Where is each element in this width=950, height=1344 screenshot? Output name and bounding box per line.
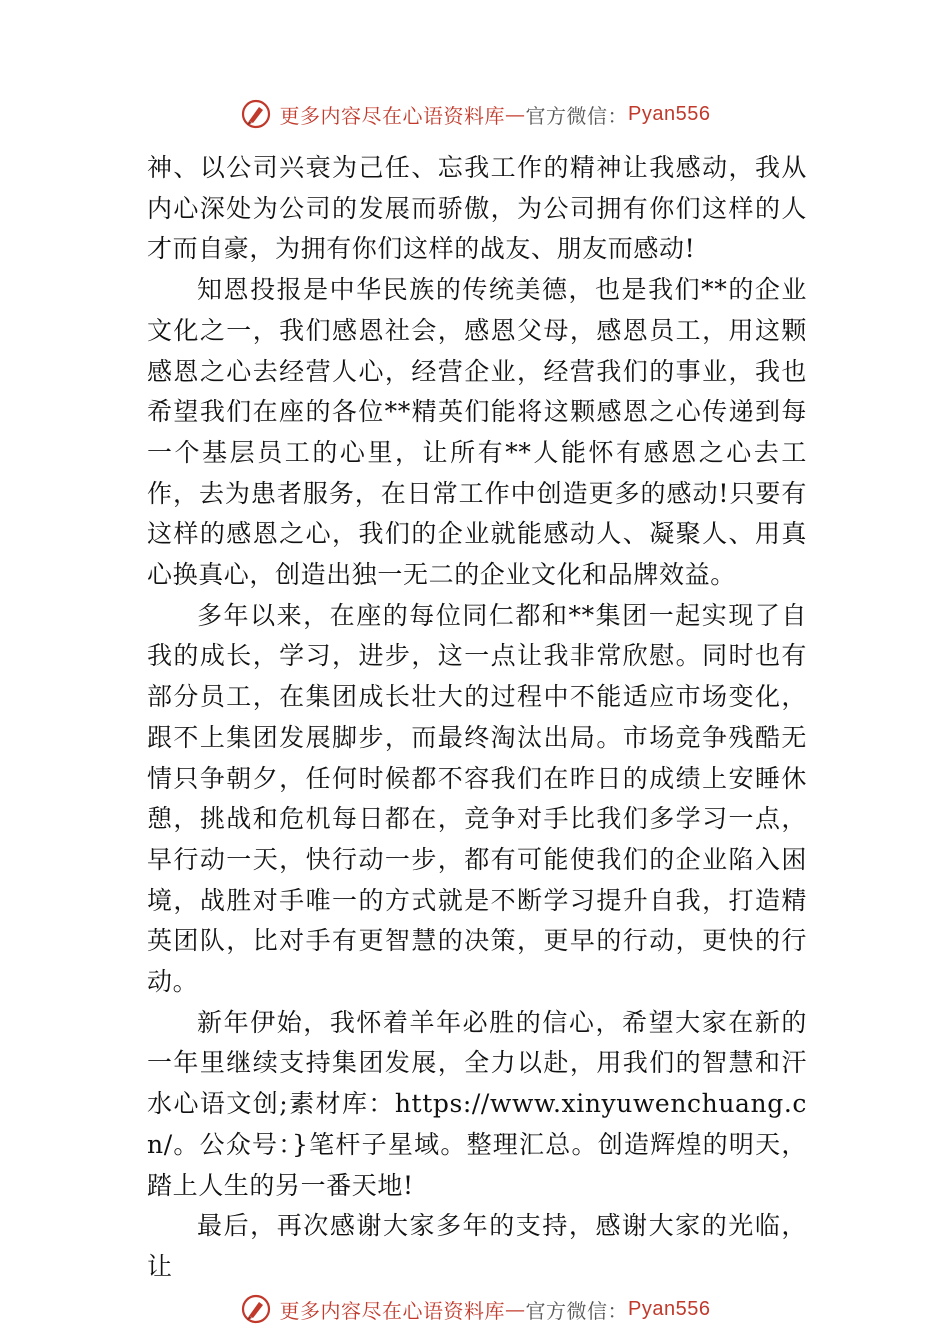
brush-logo-icon xyxy=(240,98,272,130)
banner-wechat-label: 官方微信： xyxy=(525,1298,629,1323)
document-body xyxy=(147,148,807,1288)
paragraph-2: 知恩投报是中华民族的传统美德，也是我们**的企业文化之一，我们感恩社会，感恩父母，感恩员工，用这颗感恩之心去经营人心，经营企业，经营我们的事业，我也希望我们在座的各位**精英们能将这颗感恩之心传递到每一个基层员工的心里，让所有**人能怀有感恩之心去工作，去为患者服务，在日常工作中创造更多的感动!只要有这样的感恩之心，我们的企业就能感动人、凝聚人、用真心换真心，创造出独一无二的企业文化和品牌效益。 xyxy=(147,275,807,590)
banner-main-text: 更多内容尽在心语资料库 xyxy=(279,1298,506,1323)
paragraph-3: 多年以来，在座的每位同仁都和**集团一起实现了自我的成长，学习，进步，这一点让我非常欣慰。同时也有部分员工，在集团成长壮大的过程中不能适应市场变化，跟不上集团发展脚步，而最终淘汰出局。市场竞争残酷无情只争朝夕，任何时候都不容我们在昨日的成绩上安睡休憩，挑战和危机每日都在，竞争对手比我们多学习一点，早行动一天，快行动一步，都有可能使我们的企业陷入困境，战胜对手唯一的方式就是不断学习提升自我，打造精英团队，比对手有更智慧的决策，更早的行动，更快的行动。 xyxy=(147,600,807,997)
banner-dash: — xyxy=(505,1297,526,1321)
banner-dash: — xyxy=(505,102,526,126)
banner-wechat-label: 官方微信： xyxy=(525,103,629,128)
paragraph-1: 神、以公司兴衰为己任、忘我工作的精神让我感动，我从内心深处为公司的发展而骄傲，为公司拥有你们这样的人才而自豪，为拥有你们这样的战友、朋友而感动! xyxy=(147,153,807,264)
banner-wechat-id: Pyan556 xyxy=(628,1297,711,1320)
banner-main-text: 更多内容尽在心语资料库 xyxy=(279,103,506,128)
paragraph-4: 新年伊始，我怀着羊年必胜的信心，希望大家在新的一年里继续支持集团发展，全力以赴，用我们的智慧和汗水心语文创;素材库：https://www.xinyuwenchuang.cn/。公众号：}笔杆子星域。整理汇总。创造辉煌的明天，踏上人生的另一番天地! xyxy=(147,1007,807,1200)
banner-wechat-id: Pyan556 xyxy=(628,102,711,125)
brush-logo-icon xyxy=(240,1293,272,1325)
paragraph-5: 最后，再次感谢大家多年的支持，感谢大家的光临，让 xyxy=(147,1211,807,1281)
page-header-banner xyxy=(0,94,950,134)
page-footer-banner xyxy=(0,1289,950,1329)
